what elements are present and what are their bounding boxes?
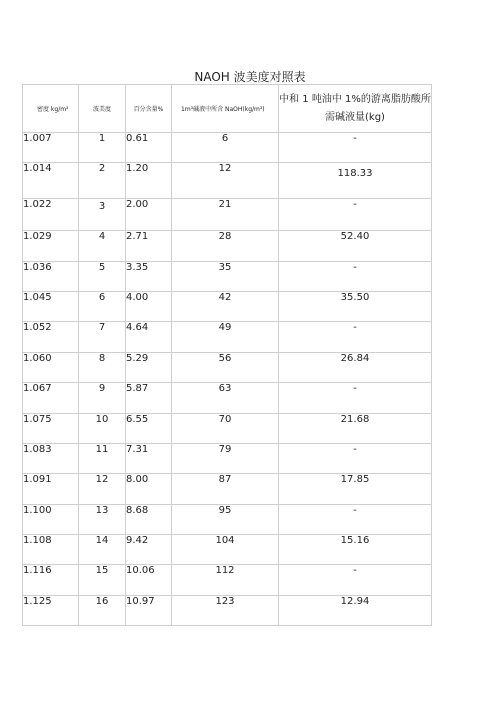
header-baume: 波美度 bbox=[79, 85, 126, 133]
cell-density: 1.116 bbox=[23, 565, 79, 595]
cell-baume: 4 bbox=[79, 231, 126, 261]
cell-density: 1.125 bbox=[23, 595, 79, 625]
cell-density: 1.022 bbox=[23, 198, 79, 230]
cell-alkali: - bbox=[279, 322, 432, 352]
table-row bbox=[23, 231, 432, 261]
cell-density: 1.007 bbox=[23, 133, 79, 163]
table-row bbox=[23, 443, 432, 473]
cell-alkali: 26.84 bbox=[279, 352, 432, 382]
cell-baume: 7 bbox=[79, 322, 126, 352]
cell-baume: 13 bbox=[79, 504, 126, 534]
cell-alkali: - bbox=[279, 261, 432, 291]
cell-naoh: 35 bbox=[172, 261, 279, 291]
cell-alkali: 52.40 bbox=[279, 231, 432, 261]
table-row bbox=[23, 474, 432, 504]
cell-percent: 5.87 bbox=[126, 383, 172, 413]
table-body bbox=[23, 133, 432, 626]
page-title: NAOH 波美度对照表 bbox=[194, 70, 306, 84]
cell-naoh: 49 bbox=[172, 322, 279, 352]
table-row bbox=[23, 291, 432, 321]
table-row bbox=[23, 413, 432, 443]
cell-baume: 16 bbox=[79, 595, 126, 625]
cell-naoh: 6 bbox=[172, 133, 279, 163]
cell-baume: 11 bbox=[79, 443, 126, 473]
cell-percent: 7.31 bbox=[126, 443, 172, 473]
cell-alkali: 21.68 bbox=[279, 413, 432, 443]
cell-naoh: 12 bbox=[172, 163, 279, 198]
cell-naoh: 112 bbox=[172, 565, 279, 595]
cell-baume: 3 bbox=[79, 198, 126, 230]
cell-alkali: - bbox=[279, 198, 432, 230]
cell-percent: 0.61 bbox=[126, 133, 172, 163]
header-alkali bbox=[279, 85, 432, 133]
cell-density: 1.060 bbox=[23, 352, 79, 382]
cell-percent: 4.64 bbox=[126, 322, 172, 352]
cell-density: 1.091 bbox=[23, 474, 79, 504]
cell-density: 1.108 bbox=[23, 535, 79, 565]
cell-percent: 10.97 bbox=[126, 595, 172, 625]
cell-percent: 5.29 bbox=[126, 352, 172, 382]
cell-alkali: 118.33 bbox=[279, 163, 432, 198]
table-row bbox=[23, 133, 432, 163]
cell-alkali: 35.50 bbox=[279, 291, 432, 321]
cell-density: 1.100 bbox=[23, 504, 79, 534]
cell-alkali: 15.16 bbox=[279, 535, 432, 565]
cell-percent: 6.55 bbox=[126, 413, 172, 443]
cell-density: 1.052 bbox=[23, 322, 79, 352]
table-header-row bbox=[23, 85, 432, 133]
cell-percent: 2.71 bbox=[126, 231, 172, 261]
header-density: 密度 kg/m³ bbox=[23, 85, 79, 133]
cell-baume: 2 bbox=[79, 163, 126, 198]
naoh-baume-table bbox=[22, 84, 432, 626]
cell-naoh: 42 bbox=[172, 291, 279, 321]
table-row bbox=[23, 261, 432, 291]
header-alkali-line2: 需碱液量(kg) bbox=[325, 111, 385, 123]
header-alkali-line1: 中和 1 吨油中 1%的游离脂肪酸所 bbox=[279, 93, 431, 105]
cell-naoh: 87 bbox=[172, 474, 279, 504]
table-row bbox=[23, 352, 432, 382]
cell-baume: 8 bbox=[79, 352, 126, 382]
cell-alkali: 12.94 bbox=[279, 595, 432, 625]
cell-baume: 10 bbox=[79, 413, 126, 443]
cell-alkali: - bbox=[279, 565, 432, 595]
cell-naoh: 63 bbox=[172, 383, 279, 413]
cell-naoh: 123 bbox=[172, 595, 279, 625]
cell-alkali: 17.85 bbox=[279, 474, 432, 504]
cell-baume: 15 bbox=[79, 565, 126, 595]
cell-percent: 1.20 bbox=[126, 163, 172, 198]
table-row bbox=[23, 504, 432, 534]
cell-naoh: 95 bbox=[172, 504, 279, 534]
cell-baume: 12 bbox=[79, 474, 126, 504]
cell-naoh: 79 bbox=[172, 443, 279, 473]
table-row bbox=[23, 322, 432, 352]
cell-naoh: 56 bbox=[172, 352, 279, 382]
cell-baume: 14 bbox=[79, 535, 126, 565]
cell-alkali: - bbox=[279, 133, 432, 163]
table-row bbox=[23, 383, 432, 413]
cell-naoh: 104 bbox=[172, 535, 279, 565]
cell-percent: 2.00 bbox=[126, 198, 172, 230]
cell-baume: 5 bbox=[79, 261, 126, 291]
table-row bbox=[23, 595, 432, 625]
cell-baume: 1 bbox=[79, 133, 126, 163]
cell-percent: 10.06 bbox=[126, 565, 172, 595]
cell-alkali: - bbox=[279, 504, 432, 534]
cell-naoh: 28 bbox=[172, 231, 279, 261]
table-row bbox=[23, 565, 432, 595]
cell-percent: 3.35 bbox=[126, 261, 172, 291]
cell-percent: 4.00 bbox=[126, 291, 172, 321]
cell-naoh: 21 bbox=[172, 198, 279, 230]
cell-density: 1.014 bbox=[23, 163, 79, 198]
cell-density: 1.075 bbox=[23, 413, 79, 443]
cell-density: 1.029 bbox=[23, 231, 79, 261]
cell-baume: 9 bbox=[79, 383, 126, 413]
cell-percent: 8.68 bbox=[126, 504, 172, 534]
table-row bbox=[23, 535, 432, 565]
cell-naoh: 70 bbox=[172, 413, 279, 443]
cell-density: 1.067 bbox=[23, 383, 79, 413]
cell-alkali: - bbox=[279, 443, 432, 473]
header-percent: 百分含量% bbox=[126, 85, 172, 133]
cell-alkali: - bbox=[279, 383, 432, 413]
cell-density: 1.036 bbox=[23, 261, 79, 291]
cell-density: 1.083 bbox=[23, 443, 79, 473]
cell-percent: 9.42 bbox=[126, 535, 172, 565]
cell-density: 1.045 bbox=[23, 291, 79, 321]
cell-baume: 6 bbox=[79, 291, 126, 321]
header-naoh: 1m³碱液中所含 NaOH(kg/m³) bbox=[172, 85, 279, 133]
table-row bbox=[23, 198, 432, 230]
table-row bbox=[23, 163, 432, 198]
cell-percent: 8.00 bbox=[126, 474, 172, 504]
